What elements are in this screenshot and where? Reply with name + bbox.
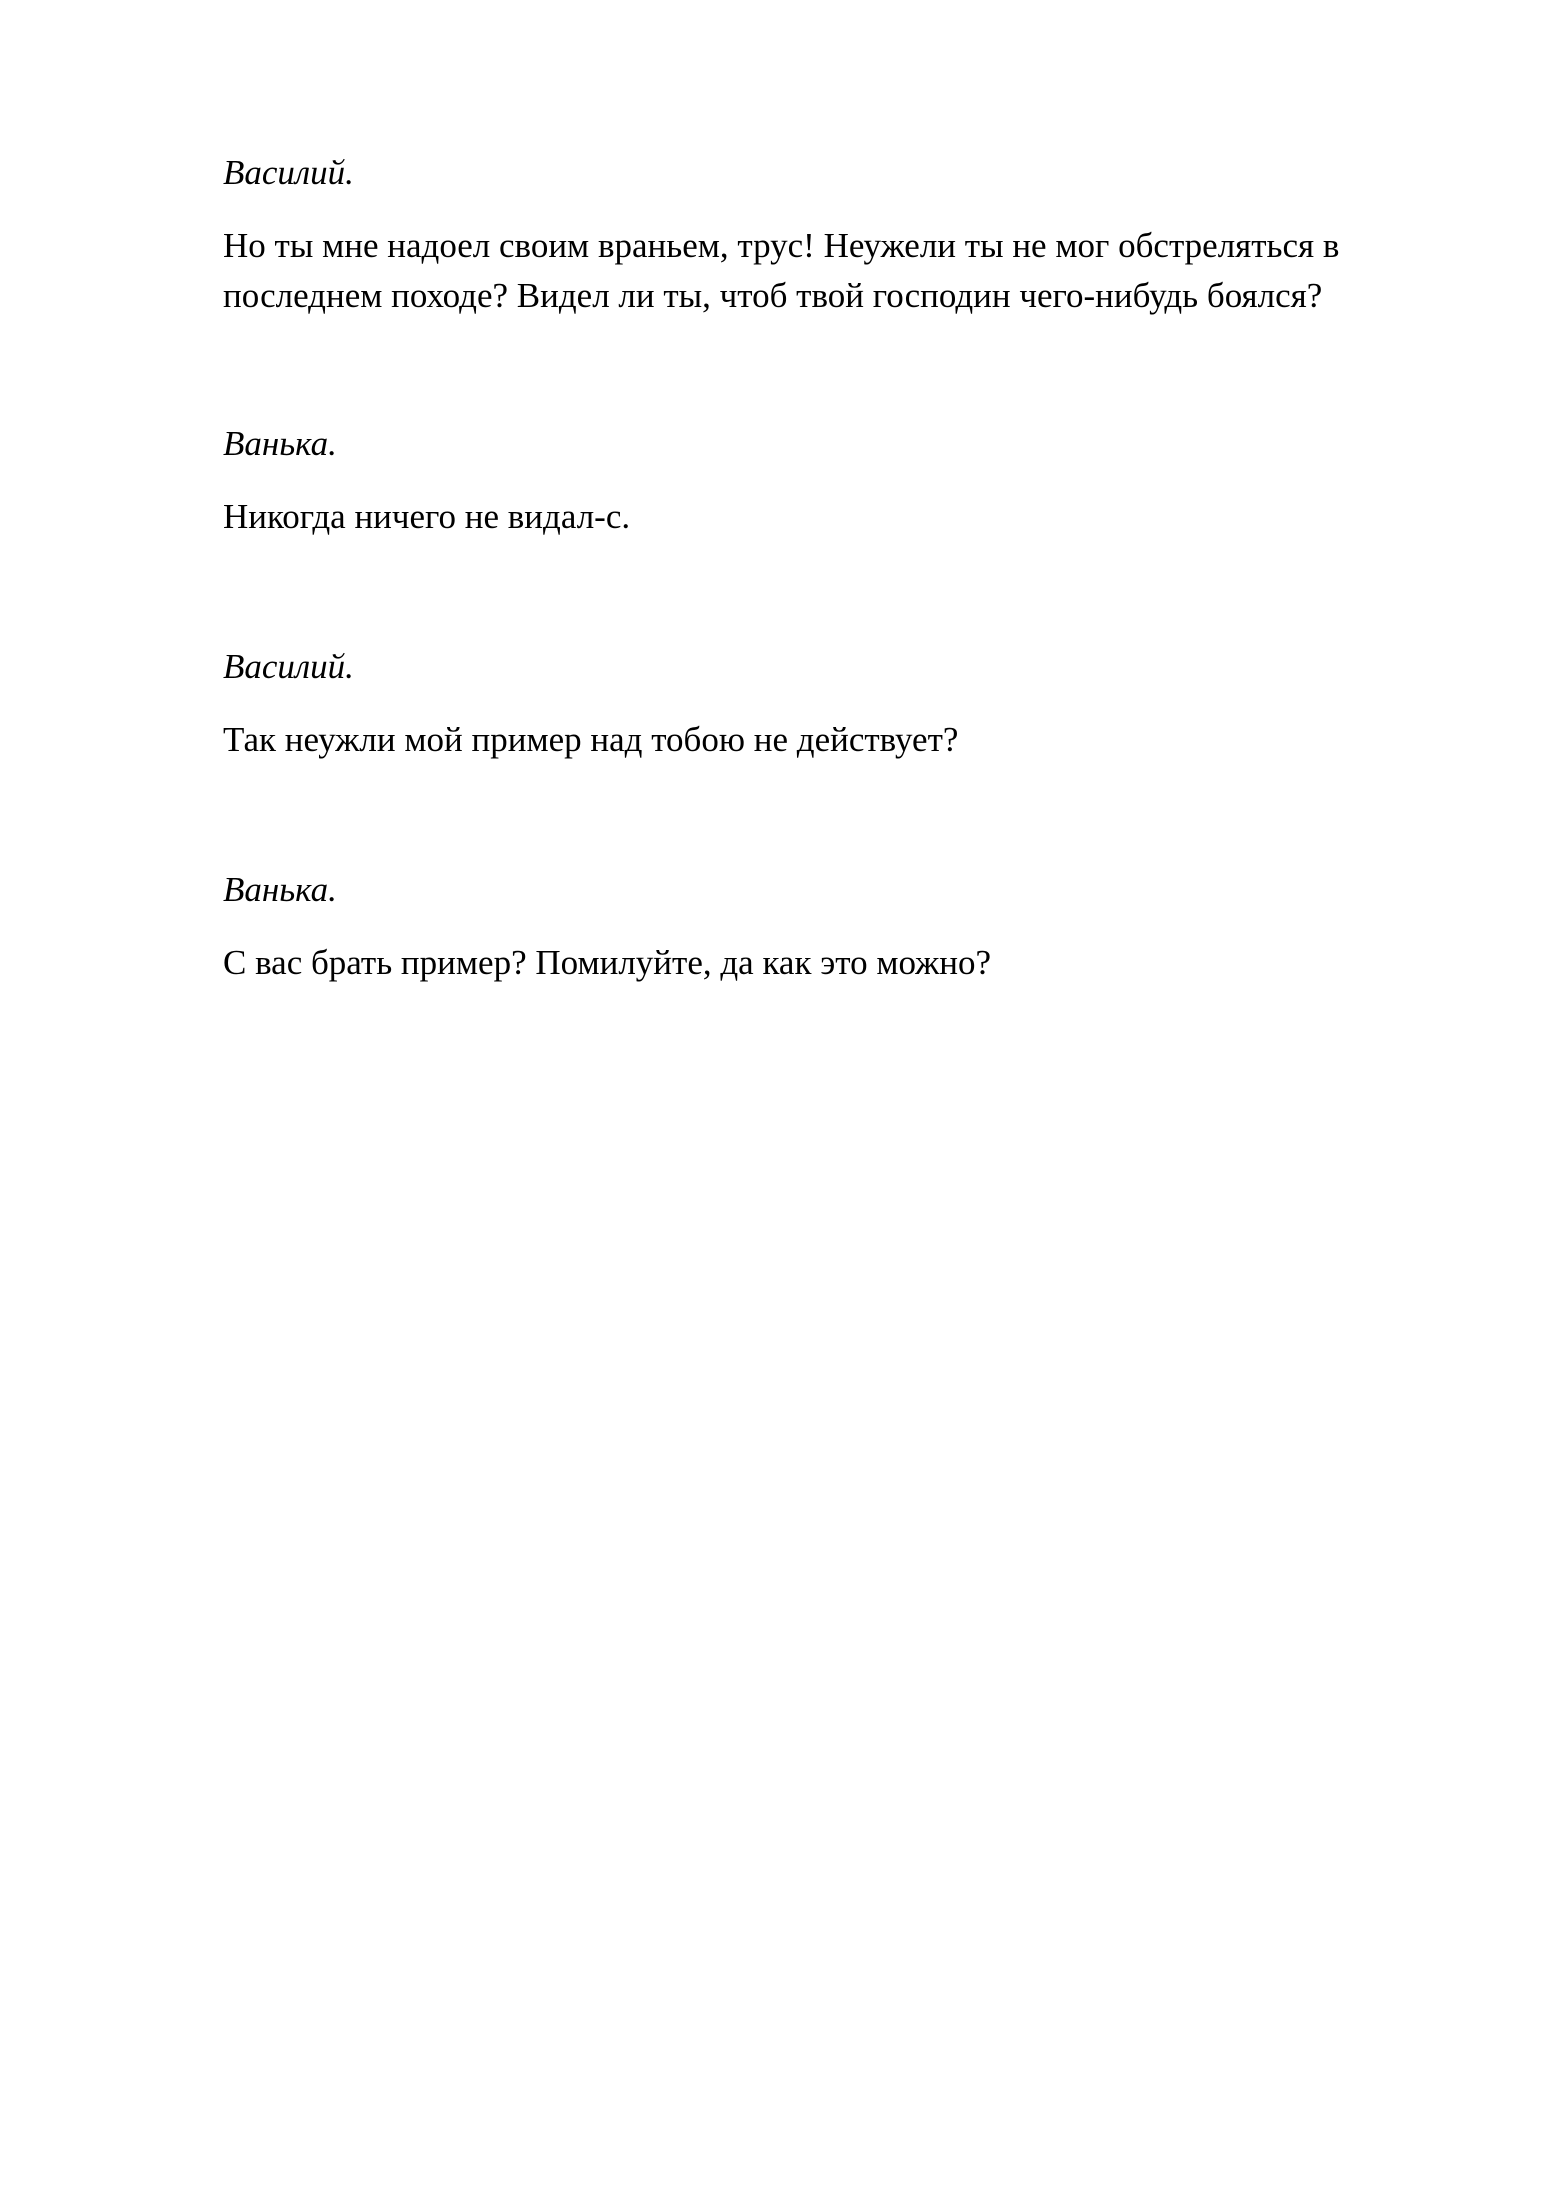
- speaker-name-vanka-1: Ванька.: [223, 424, 337, 463]
- speaker-name-vasily-2: Василий.: [223, 647, 354, 686]
- dialogue-line: Никогда ничего не видал-с.: [223, 497, 631, 536]
- dialogue-line: последнем походе? Видел ли ты, чтоб твой господин чего-нибудь боялся?: [223, 276, 1323, 315]
- dialogue-line: Но ты мне надоел своим враньем, трус! Неужели ты не мог обстреляться в: [223, 226, 1340, 265]
- dialogue-line: Так неужли мой пример над тобою не действует?: [223, 720, 959, 759]
- speaker-name-vanka-2: Ванька.: [223, 870, 337, 909]
- dialogue-line: С вас брать пример? Помилуйте, да как это можно?: [223, 943, 992, 982]
- speaker-name-vasily-1: Василий.: [223, 153, 354, 192]
